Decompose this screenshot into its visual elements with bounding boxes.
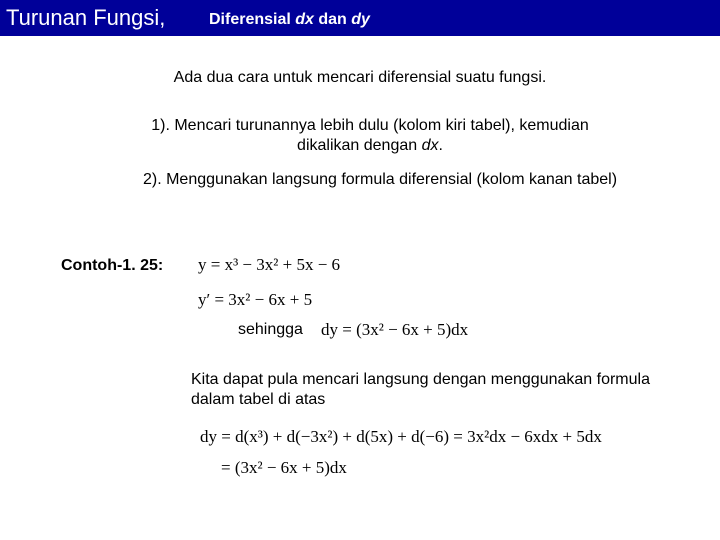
sehingga-label: sehingga (238, 321, 303, 338)
method-2: 2). Menggunakan langsung formula diferensial (kolom kanan tabel) (142, 171, 618, 188)
equation-dy-direct-1: dy = d(x³) + d(−3x²) + d(5x) + d(−6) = 3x²dx − 6xdx + 5dx (200, 427, 602, 446)
method-1-end: . (438, 137, 443, 154)
subtitle-dx: dx (295, 11, 314, 28)
intro-line: Ada dua cara untuk mencari diferensial suatu fungsi. (173, 69, 547, 86)
example-label: Contoh-1. 25: (61, 257, 164, 274)
subtitle-text-1: Diferensial (209, 11, 296, 28)
equation-dy-direct-2: = (3x² − 6x + 5)dx (221, 458, 347, 477)
equation-dy: dy = (3x² − 6x + 5)dx (321, 320, 469, 339)
note-text: Kita dapat pula mencari langsung dengan menggunakan formula dalam tabel di atas (191, 371, 650, 408)
subtitle-dy: dy (351, 11, 370, 28)
title-bar (0, 0, 720, 36)
subtitle-text-2: dan (313, 11, 352, 28)
slide-title: Turunan Fungsi, (6, 5, 166, 30)
equation-y-prime: y′ = 3x² − 6x + 5 (198, 290, 313, 309)
method-1 (120, 116, 620, 156)
equation-y: y = x³ − 3x² + 5x − 6 (198, 255, 341, 274)
slide-subtitle (209, 10, 370, 30)
method-1-dx: dx (421, 137, 439, 154)
method-1-text: 1). Mencari turunannya lebih dulu (kolom kiri tabel), kemudian dikalikan dengan (151, 117, 589, 154)
